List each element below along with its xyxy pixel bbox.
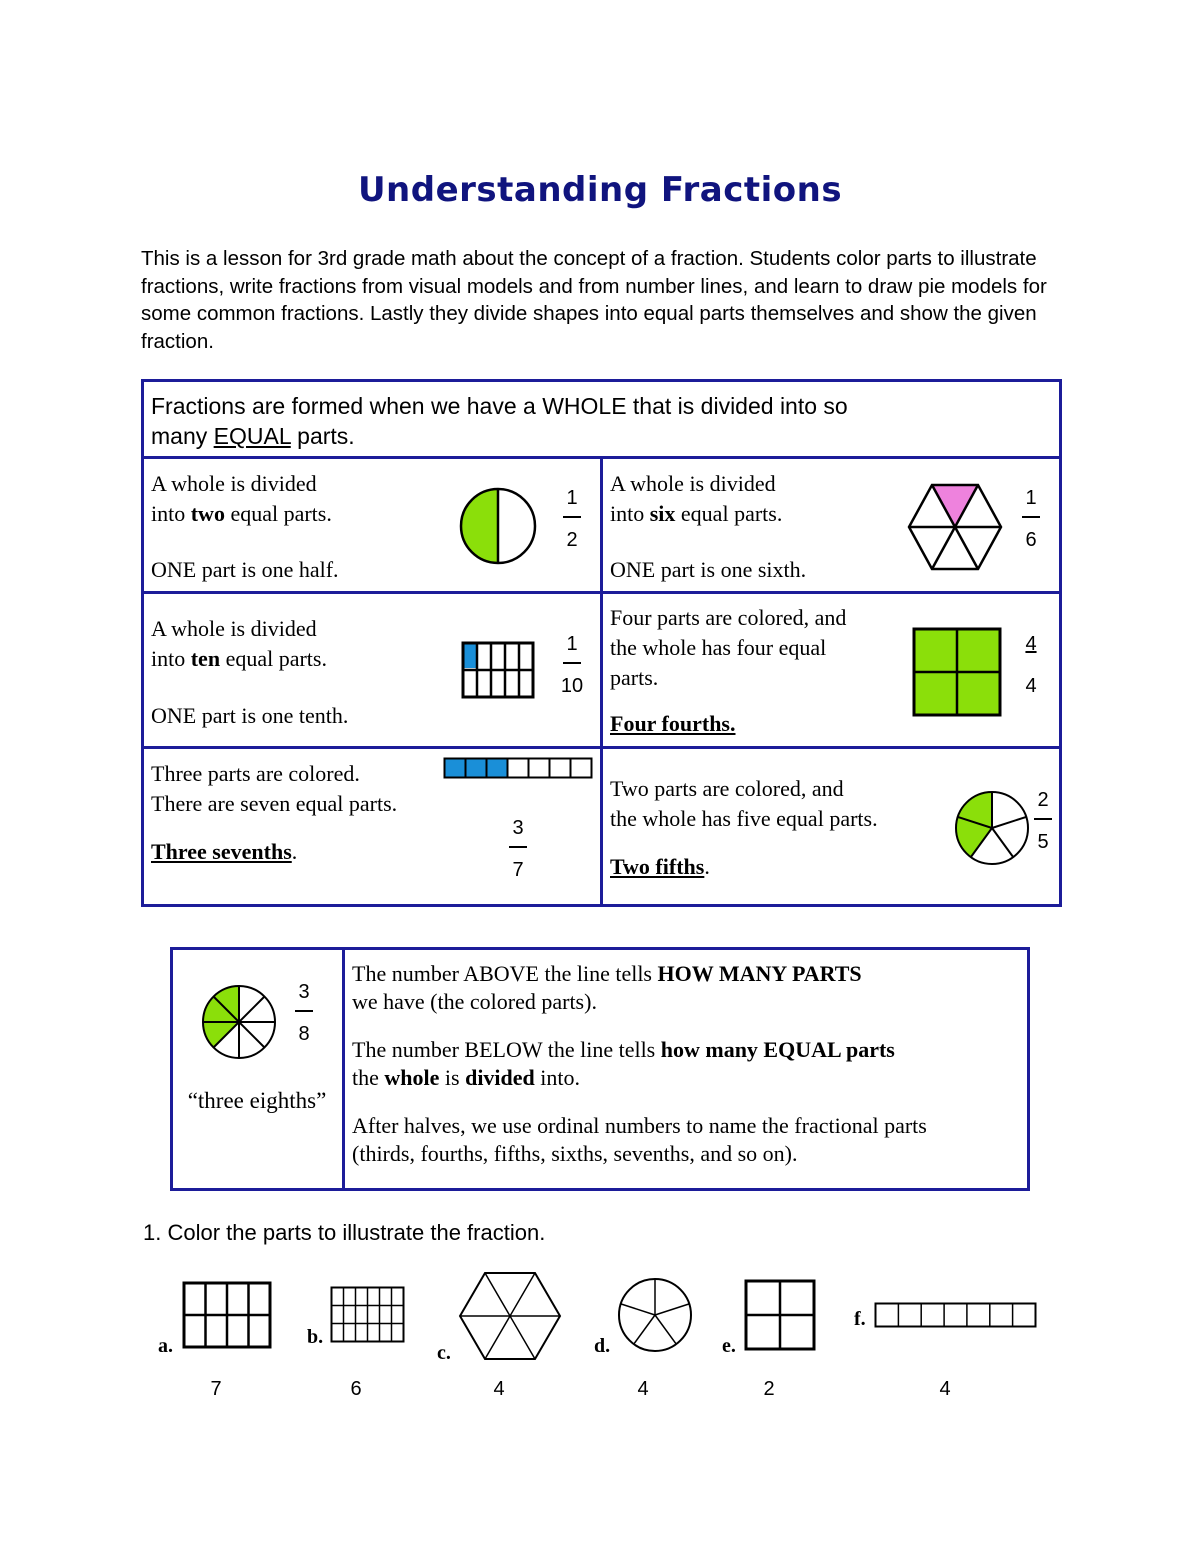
table-header-line1: Fractions are formed when we have a WHOLE that is divided into so <box>151 393 848 419</box>
item-f-number: 4 <box>939 1378 951 1400</box>
fifths-circle-diagram <box>952 789 1032 867</box>
question-heading: 1. Color the parts to illustrate the fraction. <box>143 1220 546 1245</box>
item-e-label: e. <box>722 1335 736 1357</box>
item-c-label: c. <box>437 1342 451 1364</box>
cell-fourths-text: Four parts are colored, and the whole has four equal parts. Four fourths. <box>610 605 847 736</box>
item-f-label: f. <box>854 1308 866 1330</box>
explanation-divider <box>342 947 345 1191</box>
cell-sevenths-text: Three parts are colored. There are seven equal parts. Three sevenths. <box>151 761 398 864</box>
table-header <box>151 391 1051 451</box>
table-header-line2: many EQUAL parts. <box>151 423 355 449</box>
fraction-one-half: 1 2 <box>552 486 592 552</box>
page-title: Understanding Fractions <box>357 170 843 210</box>
eighths-circle-diagram <box>200 983 278 1061</box>
sevenths-strip-diagram <box>443 757 595 779</box>
tenths-grid-diagram <box>461 641 535 699</box>
three-eighths-label: “three eighths” <box>187 1088 327 1113</box>
fraction-four-fourths: $\frac{4}{4}$ <box>1025 633 1037 697</box>
fraction-two-fifths: 2 5 <box>1023 788 1063 854</box>
item-a-grid[interactable] <box>182 1281 272 1349</box>
item-d-number: 4 <box>637 1378 649 1400</box>
intro-paragraph: This is a lesson for 3rd grade math about the concept of a fraction. Students color parts to illustrate fractions, write fractions from visual models and from number lines, and learn to draw pie models for some common fractions. Lastly they divide shapes into equal parts themselves and show the given fraction. <box>141 247 1047 353</box>
cell-fifths-text: Two parts are colored, and the whole has five equal parts. Two fifths. <box>610 776 878 879</box>
fraction-one-tenth: 1 10 <box>560 633 584 697</box>
table-divider <box>600 456 603 907</box>
fourths-square-diagram <box>912 627 1002 717</box>
item-b-grid[interactable] <box>330 1286 405 1343</box>
item-c-hexagon[interactable] <box>457 1270 563 1362</box>
hexagon-sixths-diagram <box>904 482 1006 572</box>
item-e-square[interactable] <box>744 1279 816 1351</box>
fraction-one-sixth: 1 6 <box>1011 486 1051 552</box>
item-a-number: 7 <box>210 1378 222 1400</box>
fraction-three-eighths: 3 8 <box>284 980 324 1046</box>
fraction-three-sevenths: 3 7 <box>498 816 538 882</box>
item-b-number: 6 <box>350 1378 362 1400</box>
item-a-label: a. <box>158 1335 173 1357</box>
cell-half-text: A whole is divided into two equal parts. ONE part is one half. <box>151 471 339 582</box>
item-b-label: b. <box>307 1326 324 1348</box>
item-e-number: 2 <box>763 1378 775 1400</box>
cell-tenth-text: A whole is divided into ten equal parts. ONE part is one tenth. <box>151 616 349 728</box>
item-c-number: 4 <box>493 1378 505 1400</box>
item-d-label: d. <box>594 1335 611 1357</box>
item-f-strip[interactable] <box>874 1302 1037 1328</box>
item-d-circle[interactable] <box>616 1276 694 1354</box>
explanation-text: The number ABOVE the line tells HOW MANY PARTS we have (the colored parts). The number BELOW the line tells how many EQUAL parts the whole is divided into. After halves, we use ordinal numbers to name the fractional parts (thirds, fourths, fifths, sixths, sevenths, and so on). <box>352 961 927 1166</box>
half-circle-diagram <box>458 486 538 566</box>
cell-sixth-text: A whole is divided into six equal parts. ONE part is one sixth. <box>610 471 807 582</box>
